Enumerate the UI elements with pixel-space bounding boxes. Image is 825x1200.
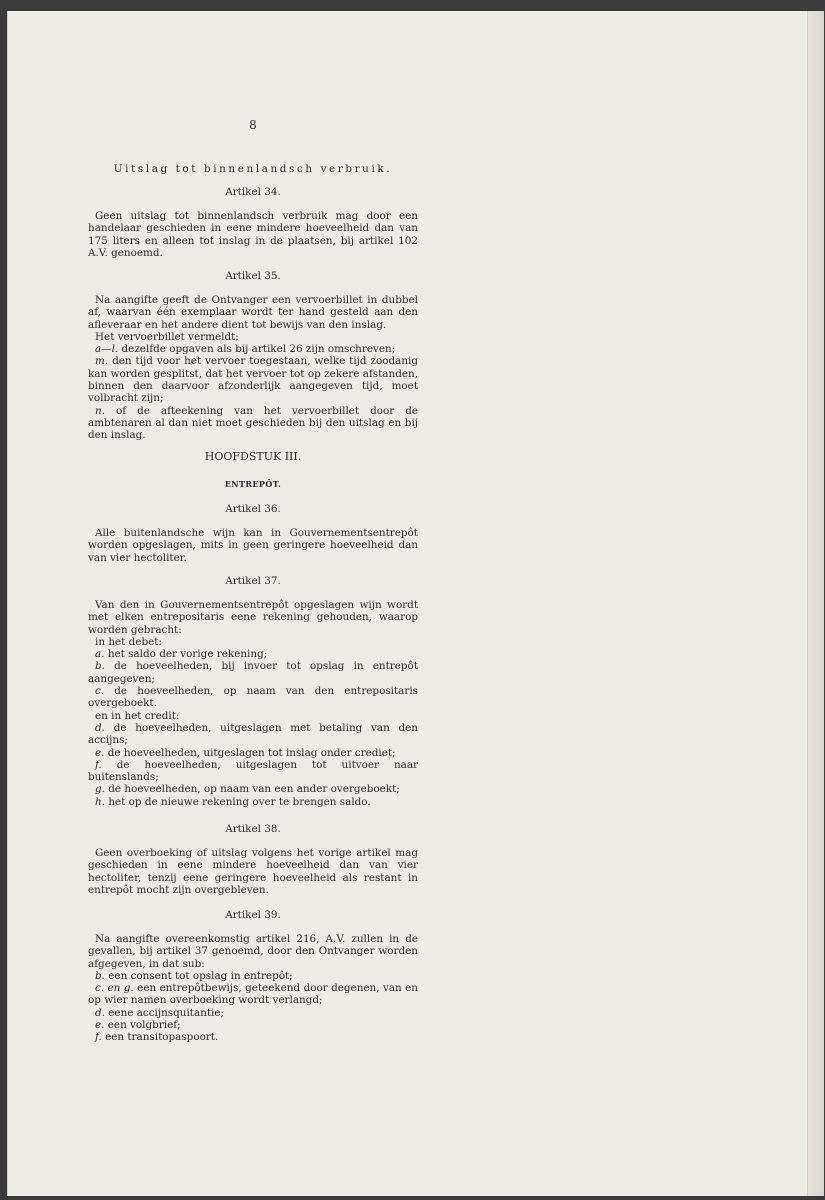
item-letter: b.: [95, 660, 105, 673]
article-37-item: [88, 796, 418, 808]
item-text: de hoeveelheden, uitgeslagen met betaling van den accijns;: [88, 721, 418, 747]
article-37-item: [88, 660, 418, 685]
article-36-heading: Artikel 36.: [225, 503, 281, 515]
item-letter: d.: [95, 721, 105, 734]
item-text: de hoeveelheden, uitgeslagen tot uitvoer naar buitenslands;: [88, 758, 418, 784]
item-letter: e.: [95, 746, 105, 759]
item-text: het op de nieuwe rekening over te brengen saldo.: [108, 795, 371, 808]
article-38-text: Geen overboeking of uitslag volgens het vorige artikel mag geschieden in eene mindere hoeveelheid dan van vier hectoliter, tenzij eene geringere hoeveelheid als restant in entrepôt mocht zijn overgebleven.: [88, 847, 418, 896]
chapter-title: HOOFDSTUK III.: [204, 450, 302, 463]
article-39-item: [88, 970, 418, 982]
item-text: een entrepôtbewijs, geteekend door degenen, van en op wier namen overboeking wordt verlangd;: [88, 982, 418, 1007]
document-page: [7, 11, 824, 1196]
item-text: of de afteekening van het vervoerbillet door de ambtenaren al dan niet moet geschieden bij den uitslag en bij den inslag.: [88, 404, 419, 442]
item-letter: n.: [95, 404, 105, 417]
article-39-item: [88, 1007, 418, 1019]
article-37-body: [88, 599, 418, 808]
item-letter: f.: [95, 1031, 102, 1044]
item-text: de hoeveelheden, bij invoer tot opslag in entrepôt aangegeven;: [88, 660, 418, 685]
article-37-heading: Artikel 37.: [225, 575, 281, 587]
article-38-body: [88, 847, 418, 896]
item-text: een volgbrief;: [107, 1019, 181, 1032]
item-text: een transitopaspoort.: [105, 1031, 219, 1044]
item-letter: e.: [95, 1019, 105, 1032]
article-35-item: [88, 355, 418, 404]
article-39-heading: Artikel 39.: [225, 909, 281, 921]
article-34-heading: Artikel 34.: [225, 186, 281, 198]
article-39-intro: Na aangifte overeenkomstig artikel 216, A.V. zullen in de gevallen, bij artikel 37 genoemd, door den Ontvanger worden afgegeven, in dat sub:: [88, 933, 418, 970]
item-text: de hoeveelheden, uitgeslagen tot inslag onder crediet;: [107, 746, 396, 759]
article-37-credit-lead: en in het credit:: [95, 709, 180, 722]
item-text: een consent tot opslag in entrepôt;: [108, 969, 293, 982]
item-text: het saldo der vorige rekening;: [107, 648, 268, 661]
item-letter: a.: [95, 648, 105, 661]
article-35-item: [88, 343, 418, 355]
page-number: 8: [249, 118, 257, 132]
item-letter: b.: [95, 969, 105, 982]
item-letter: f.: [95, 758, 102, 771]
article-38-heading: Artikel 38.: [225, 823, 281, 835]
item-letter: g.: [95, 783, 105, 796]
article-37-intro: Van den in Gouvernementsentrepôt opgeslagen wijn wordt met elken entrepositaris eene rekening gehouden, waarop worden gebracht:: [88, 599, 418, 636]
item-text: eene accijnsquitantie;: [108, 1006, 225, 1019]
article-35-body: [88, 294, 418, 442]
article-35-heading: Artikel 35.: [225, 270, 281, 282]
article-34-text: Geen uitslag tot binnenlandsch verbruik mag door een handelaar geschieden in eene mindere hoeveelheid dan van 175 liters en alleen tot inslag in de plaatsen, bij artikel 102 A.V. genoemd.: [88, 210, 418, 259]
article-39-item: [88, 1019, 418, 1031]
article-39-item: [88, 982, 418, 1007]
item-letter: h.: [95, 795, 105, 808]
article-35-intro: Na aangifte geeft de Ontvanger een vervoerbillet in dubbel af, waarvan één exemplaar wordt ter hand gesteld aan den afleveraar en het andere dient tot bewijs van den inslag.: [88, 294, 418, 331]
item-letter: c.: [95, 685, 105, 698]
article-36-text: Alle buitenlandsche wijn kan in Gouvernementsentrepôt worden opgeslagen, mits in geen geringere hoeveelheid dan van vier hectoliter.: [88, 527, 418, 564]
article-37-item: [88, 722, 418, 747]
item-text: dezelfde opgaven als bij artikel 26 zijn omschreven;: [121, 343, 396, 356]
item-letter: m.: [95, 355, 109, 368]
item-text: den tijd voor het vervoer toegestaan, welke tijd zoodanig kan worden gesplitst, dat het vervoer tot op zekere afstanden, binnen den daarvoor afzonderlijk aangegeven tijd, moet volbracht zijn;: [88, 355, 418, 405]
article-35-lead: Het vervoerbillet vermeldt:: [95, 330, 239, 343]
item-letter: d.: [95, 1006, 105, 1019]
article-35-item: [88, 405, 418, 442]
section-title: Uitslag tot binnenlandsch verbruik.: [113, 163, 393, 175]
item-letter: c. en g.: [95, 982, 134, 995]
article-37-debet-lead: in het debet:: [95, 635, 162, 648]
item-letter: a—l.: [95, 343, 119, 356]
article-37-item: [88, 783, 418, 795]
article-37-item: [88, 648, 418, 660]
item-text: de hoeveelheden, op naam van een ander overgeboekt;: [108, 783, 400, 796]
page-edge: [807, 11, 824, 1196]
article-39-item: [88, 1031, 418, 1043]
article-36-body: [88, 527, 418, 564]
article-37-item: [88, 747, 418, 759]
article-34-body: [88, 210, 418, 259]
chapter-subtitle: ENTREPÔT.: [224, 479, 282, 489]
article-37-item: [88, 759, 418, 784]
item-text: de hoeveelheden, op naam van den entrepositaris overgeboekt.: [88, 685, 418, 710]
article-39-body: [88, 933, 418, 1044]
article-37-item: [88, 685, 418, 710]
